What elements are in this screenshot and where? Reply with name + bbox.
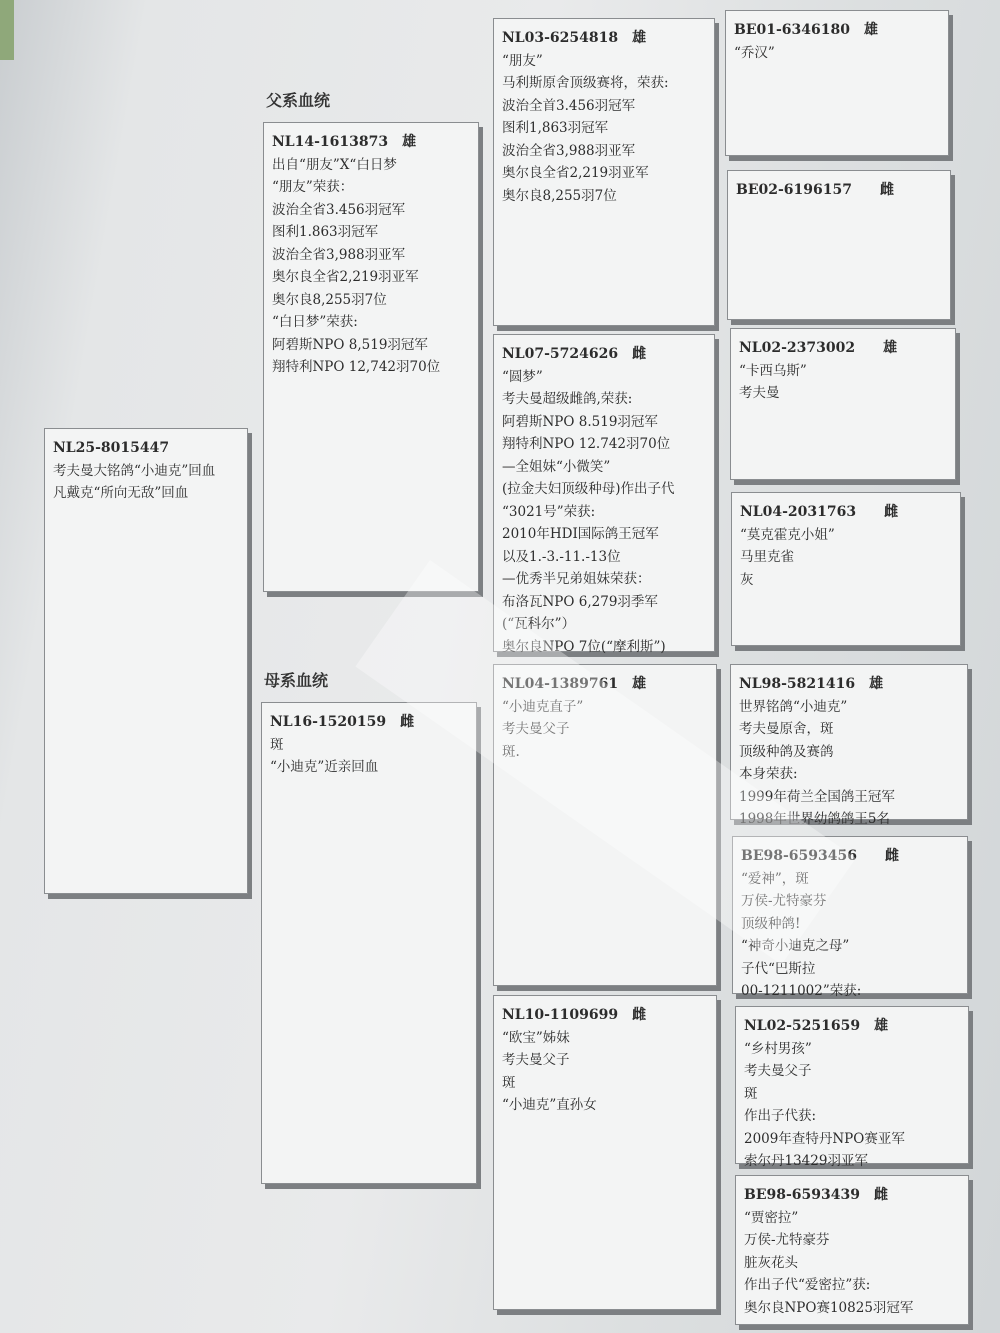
ring-number: NL25-8015447 <box>53 440 170 456</box>
pedigree-line: “乔汉” <box>734 44 775 61</box>
pedigree-line: 翔特利NPO 12.742羽70位 <box>502 436 671 452</box>
pedigree-line: 奥尔良8,255羽7位 <box>502 187 617 204</box>
ring-number: BE02-6196157 雌 <box>736 182 894 198</box>
pedigree-line: 出自“朋友”X“白日梦 <box>272 156 397 173</box>
pedigree-line: 索尔丹13429羽亚军 <box>744 1153 868 1169</box>
pedigree-line: “爱神”，斑 <box>741 870 809 887</box>
dam-dam-box <box>493 995 717 1310</box>
pedigree-line: 灰 <box>740 571 754 588</box>
ring-number: NL04-2031763 雌 <box>740 504 899 520</box>
pedigree-line: “卡西乌斯” <box>739 362 807 379</box>
pedigree-line: 波治全省3.456羽冠军 <box>272 201 406 218</box>
ring-number: NL02-2373002 雄 <box>739 340 898 356</box>
gen4-box-6 <box>732 836 968 999</box>
pedigree-line: 布洛瓦NPO 6,279羽季军 <box>502 593 658 610</box>
pedigree-line: 奥尔良全省2,219羽亚军 <box>272 269 419 285</box>
pedigree-line: “白日梦”荣获: <box>272 314 358 330</box>
pedigree-line: 以及1.-3.-11.-13位 <box>502 548 621 565</box>
pedigree-line: 阿碧斯NPO 8.519羽冠军 <box>502 413 658 430</box>
pedigree-line: 考夫曼大铭鸽“小迪克”回血 <box>53 462 216 479</box>
ring-number: NL16-1520159 雌 <box>270 714 415 730</box>
pedigree-line: 奥尔良8,255羽7位 <box>272 291 387 308</box>
gen4-box-8 <box>735 1175 969 1325</box>
sire-box <box>263 122 479 592</box>
gen4-box-4 <box>731 492 961 646</box>
pedigree-line: 作出子代获: <box>744 1108 817 1124</box>
pedigree-line: “小迪克”近亲回血 <box>270 759 379 775</box>
maternal-section-title: 母系血统 <box>264 671 329 690</box>
pedigree-line: 世界铭鸽“小迪克” <box>739 698 848 715</box>
pedigree-line: 2010年HDI国际鸽王冠军 <box>502 526 659 542</box>
pedigree-line: —全姐妹“小微笑” <box>502 458 611 475</box>
pedigree-line: 马利斯原舍顶级赛将，荣获: <box>502 75 669 91</box>
sire-sire-box <box>493 18 715 326</box>
gen4-box-7 <box>735 1006 969 1169</box>
pedigree-line: 考夫曼超级雌鸽,荣获: <box>502 391 633 407</box>
pedigree-line: 1999年荷兰全国鸽王冠军 <box>739 788 895 805</box>
gen4-box-2 <box>727 170 951 320</box>
pedigree-line: 奥尔良全省2,219羽亚军 <box>502 165 649 181</box>
pedigree-line: “朋友” <box>502 52 543 69</box>
pedigree-line: 万侯-尤特豪芬 <box>744 1232 830 1248</box>
pedigree-line: (拉金夫妇顶级种母)作出子代 <box>502 481 675 497</box>
pedigree-line: 波治全省3,988羽亚军 <box>272 246 406 263</box>
pedigree-line: “朋友”荣获： <box>272 179 354 195</box>
pedigree-line: 2009年查特丹NPO赛亚军 <box>744 1130 905 1147</box>
ring-number: NL10-1109699 雌 <box>502 1007 647 1023</box>
pedigree-line: “圆梦” <box>502 368 543 385</box>
ring-number: NL02-5251659 雄 <box>744 1018 889 1034</box>
pedigree-line: —优秀半兄弟姐妹荣获： <box>502 571 651 587</box>
photo-edge <box>0 0 14 60</box>
pedigree-line: 斑 <box>744 1085 758 1102</box>
pedigree-line: “3021号”荣获: <box>502 503 596 520</box>
pedigree-line: (“瓦科尔”） <box>502 616 576 632</box>
pedigree-line: 奥尔良NPO赛10825羽冠军 <box>744 1299 914 1316</box>
pedigree-line: 00-1211002”荣获: <box>741 983 862 999</box>
pedigree-line: 本身荣获: <box>739 766 798 782</box>
pedigree-line: 考夫曼父子 <box>502 721 570 737</box>
sire-dam-box <box>493 334 715 655</box>
gen4-box-1 <box>725 10 949 156</box>
pedigree-line: 奥尔良NPO 7位(“摩利斯”) <box>502 638 666 655</box>
pedigree-line: 考夫曼父子 <box>502 1052 570 1068</box>
pedigree-line: 马里克雀 <box>740 549 794 565</box>
pedigree-line: 翔特利NPO 12,742羽70位 <box>272 359 441 375</box>
pedigree-line: “莫克霍克小姐” <box>740 526 835 543</box>
pedigree-line: 考夫曼父子 <box>744 1063 812 1079</box>
dam-sire-box <box>493 664 717 986</box>
ring-number: NL14-1613873 雄 <box>272 134 417 150</box>
pedigree-line: 图利1.863羽冠军 <box>272 224 379 240</box>
ring-number: BE98-6593439 雌 <box>744 1187 888 1203</box>
pedigree-line: 顶级种鸽及赛鸽 <box>739 743 834 760</box>
pedigree-line: “小迪克”直孙女 <box>502 1097 597 1113</box>
ring-number: NL04-1389761 雄 <box>502 676 647 692</box>
pedigree-line: 顶级种鸽! <box>741 915 801 932</box>
pedigree-line: 作出子代“爱密拉”获: <box>744 1277 871 1293</box>
paternal-section-title: 父系血统 <box>266 91 331 110</box>
pedigree-line: “神奇小迪克之母” <box>741 938 850 954</box>
pedigree-line: 阿碧斯NPO 8,519羽冠军 <box>272 336 428 353</box>
subject-box <box>44 428 248 894</box>
pedigree-line: 波治全省3,988羽亚军 <box>502 142 636 159</box>
pedigree-line: 脏灰花头 <box>744 1254 798 1271</box>
ring-number: BE01-6346180 雄 <box>734 22 878 38</box>
pedigree-line: 子代“巴斯拉 <box>741 960 816 977</box>
pedigree-line: 斑. <box>502 743 520 760</box>
pedigree-line: 波治全首3.456羽冠军 <box>502 97 636 114</box>
pedigree-line: 万侯-尤特豪芬 <box>741 893 827 909</box>
pedigree-line: 斑 <box>270 736 284 753</box>
ring-number: NL98-5821416 雄 <box>739 676 884 692</box>
pedigree-line: 斑 <box>502 1074 516 1091</box>
pedigree-line: “乡村男孩” <box>744 1040 812 1057</box>
pedigree-line: “小迪克直子” <box>502 698 584 715</box>
ring-number: NL03-6254818 雄 <box>502 30 647 46</box>
pedigree-line: 凡戴克“所向无敌”回血 <box>53 485 189 501</box>
pedigree-line: “欧宝”姊妹 <box>502 1029 570 1046</box>
pedigree-line: 考夫曼原舍，斑 <box>739 721 834 737</box>
gen4-box-3 <box>730 328 956 480</box>
pedigree-line: 图利1,863羽冠军 <box>502 120 609 136</box>
ring-number: BE98-6593456 雌 <box>741 848 899 864</box>
pedigree-line: 考夫曼 <box>739 385 780 401</box>
ring-number: NL07-5724626 雌 <box>502 346 647 362</box>
pedigree-line: 1998年世界幼鸽鸽王5名 <box>739 811 890 827</box>
pedigree-line: “贾密拉” <box>744 1209 799 1226</box>
dam-box <box>261 702 477 1184</box>
gen4-box-5 <box>730 664 968 827</box>
